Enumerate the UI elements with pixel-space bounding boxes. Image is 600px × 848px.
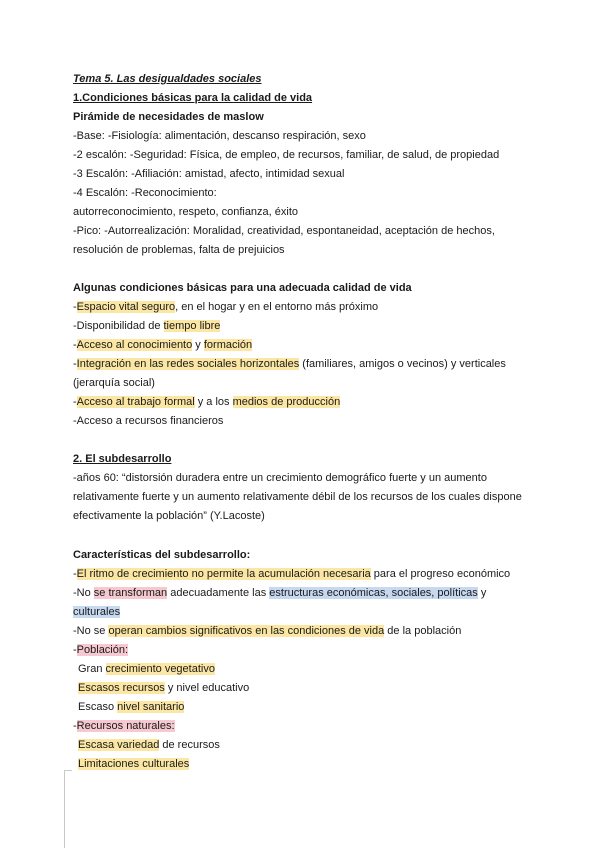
characteristic-line: -No se operan cambios significativos en las condiciones de vida de la población [73,625,462,637]
condition-line: -Disponibilidad de tiempo libre [73,320,221,332]
maslow-line: -Base: -Fisiología: alimentación, descanso respiración, sexo [73,130,366,142]
characteristic-subline: Escasa variedad de recursos [78,739,220,751]
condition-line: -Acceso al conocimiento y formación [73,339,253,351]
maslow-line: -4 Escalón: -Reconocimiento: [73,187,217,199]
section2-heading: 2. El subdesarrollo [73,453,172,465]
document-title: Tema 5. Las desigualdades sociales [73,73,262,85]
definition-line: efectivamente la población” (Y.Lacoste) [73,510,265,522]
condition-line: -Integración en las redes sociales horizontales (familiares, amigos o vecinos) y verticales [73,358,506,370]
characteristic-subline: Gran crecimiento vegetativo [78,663,215,675]
characteristics-heading: Características del subdesarrollo: [73,549,251,561]
maslow-line: -2 escalón: -Seguridad: Física, de empleo, de recursos, familiar, de salud, de propiedad [73,149,500,161]
characteristic-line: -No se transforman adecuadamente las estructuras económicas, sociales, políticas y [73,587,487,599]
characteristic-line: culturales [73,606,121,618]
characteristic-subline: Escaso nivel sanitario [78,701,185,713]
maslow-line: resolución de problemas, falta de prejuicios [73,244,285,256]
condition-line: -Acceso a recursos financieros [73,415,224,427]
definition-line: relativamente fuerte y un aumento relativamente débil de los recursos de los cuales dispone [73,491,522,503]
margin-rule-tick [64,770,72,771]
maslow-line: autorreconocimiento, respeto, confianza, éxito [73,206,299,218]
section1-heading: 1.Condiciones básicas para la calidad de vida [73,92,313,104]
definition-line: -años 60: “distorsión duradera entre un crecimiento demográfico fuerte y un aumento [73,472,487,484]
margin-rule [64,770,65,848]
condition-line: -Acceso al trabajo formal y a los medios de producción [73,396,341,408]
characteristic-line: -El ritmo de crecimiento no permite la acumulación necesaria para el progreso económico [73,568,511,580]
maslow-subheading: Pirámide de necesidades de maslow [73,111,264,123]
characteristic-subline: Escasos recursos y nivel educativo [78,682,250,694]
conditions-heading: Algunas condiciones básicas para una adecuada calidad de vida [73,282,412,294]
maslow-line: -3 Escalón: -Afiliación: amistad, afecto, intimidad sexual [73,168,345,180]
maslow-line: -Pico: -Autorrealización: Moralidad, creatividad, espontaneidad, aceptación de hechos, [73,225,495,237]
condition-line: -Espacio vital seguro, en el hogar y en el entorno más próximo [73,301,379,313]
characteristic-line: -Recursos naturales: [73,720,175,732]
characteristic-line: -Población: [73,644,129,656]
condition-line: (jerarquía social) [73,377,155,389]
characteristic-subline: Limitaciones culturales [78,758,190,770]
